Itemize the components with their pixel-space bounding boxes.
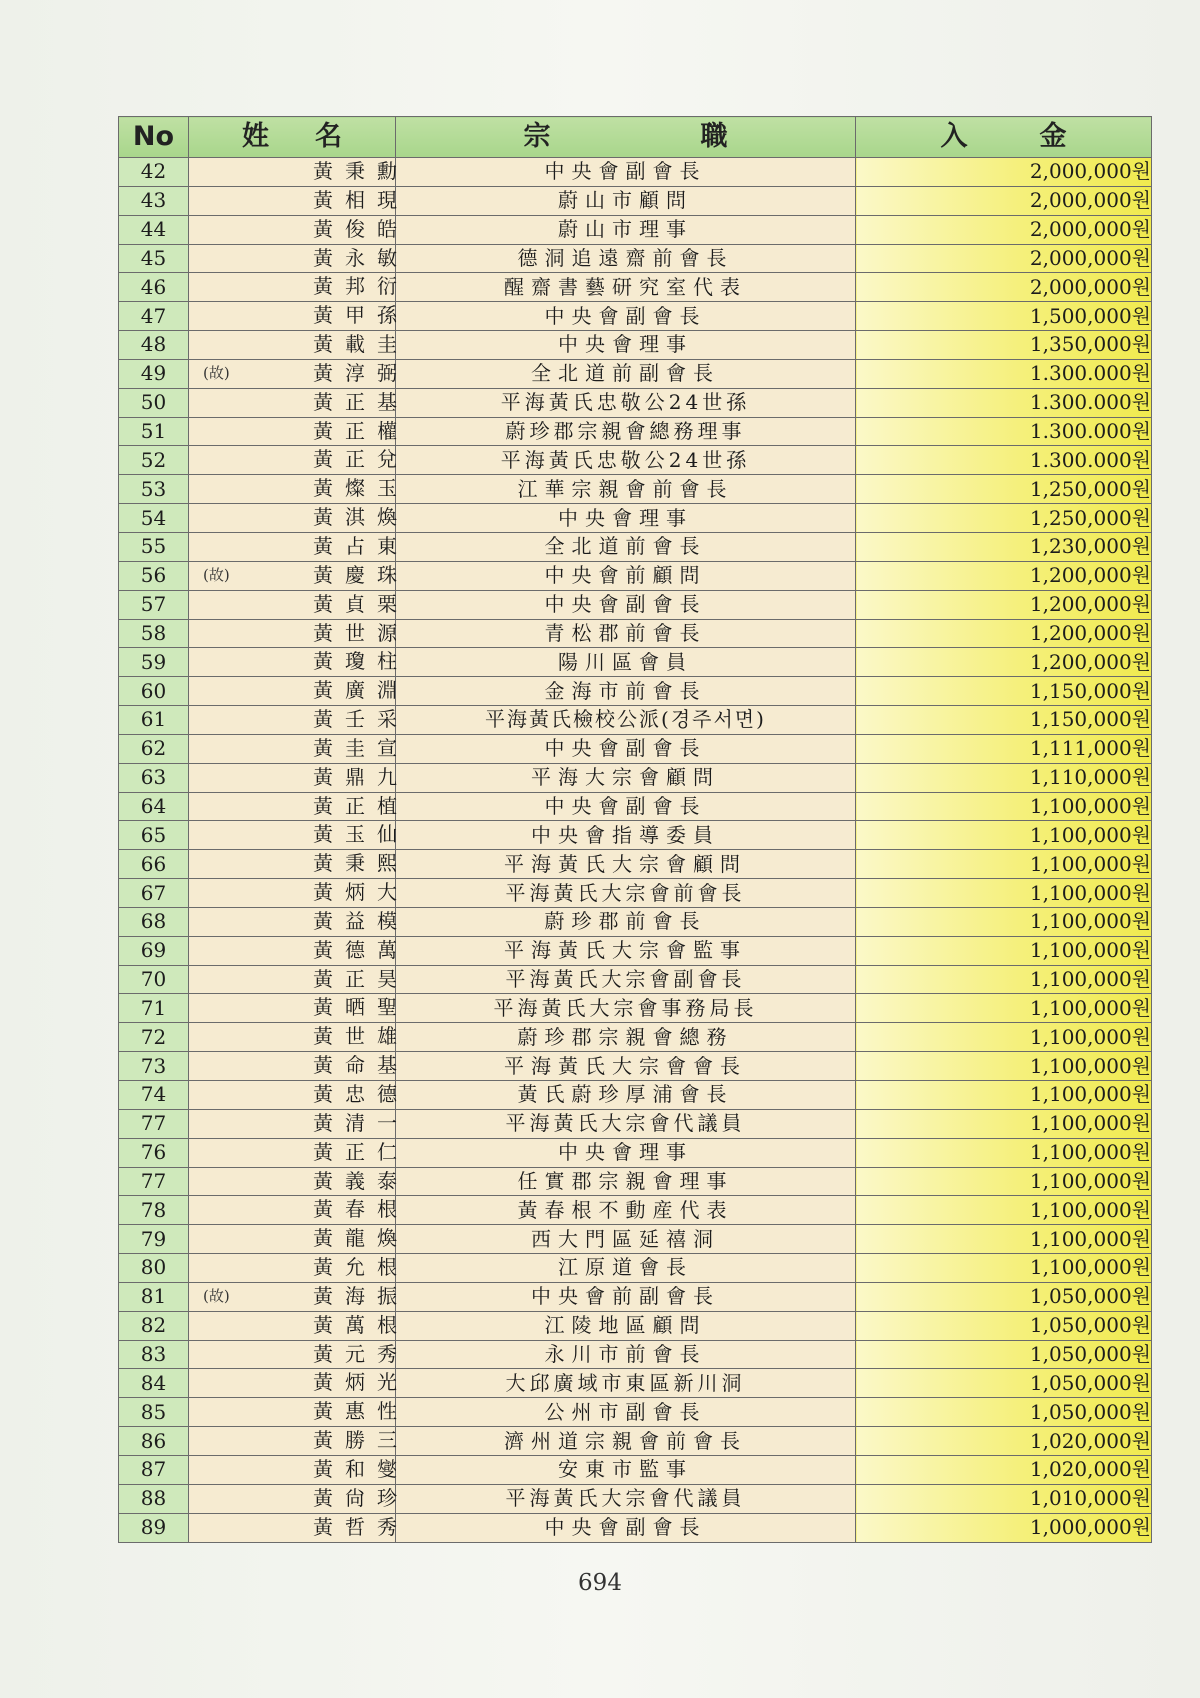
member-name-cell — [189, 446, 409, 475]
table-row — [119, 561, 1152, 590]
header-no: No — [119, 117, 189, 158]
row-number: 79 — [119, 1225, 189, 1254]
member-name-cell — [189, 331, 409, 360]
member-name-cell — [189, 417, 409, 446]
member-name: 黃命基 — [313, 1053, 409, 1078]
member-name-cell — [189, 850, 409, 879]
table-header-row — [119, 117, 1152, 158]
clan-position: 中央會副會長 — [396, 302, 856, 331]
table-row — [119, 1398, 1152, 1427]
table-row — [119, 244, 1152, 273]
member-name-cell — [189, 879, 409, 908]
table-row — [119, 994, 1152, 1023]
donation-amount: 1,100,000원 — [856, 1138, 1152, 1167]
member-name-cell — [189, 1427, 409, 1456]
row-number: 87 — [119, 1455, 189, 1484]
member-name-cell — [189, 1225, 409, 1254]
member-name-cell — [189, 1282, 409, 1311]
member-name-cell — [189, 1369, 409, 1398]
member-name: 黃瓊柱 — [313, 649, 409, 674]
row-number: 69 — [119, 936, 189, 965]
donation-amount: 2,000,000원 — [856, 244, 1152, 273]
member-name-cell — [189, 244, 409, 273]
row-number: 70 — [119, 965, 189, 994]
donation-amount: 2,000,000원 — [856, 273, 1152, 302]
row-number: 77 — [119, 1167, 189, 1196]
donation-amount: 1,100,000원 — [856, 936, 1152, 965]
clan-position: 平海大宗會顧問 — [396, 763, 856, 792]
donation-amount: 1,050,000원 — [856, 1369, 1152, 1398]
member-name: 黃貞栗 — [313, 591, 409, 616]
clan-position: 平海黃氏忠敬公24世孫 — [396, 446, 856, 475]
clan-position: 中央會理事 — [396, 1138, 856, 1167]
table-row — [119, 1167, 1152, 1196]
donation-amount: 1,100,000원 — [856, 1081, 1152, 1110]
table-row — [119, 388, 1152, 417]
donation-amount: 1,110,000원 — [856, 763, 1152, 792]
table-row — [119, 446, 1152, 475]
member-name: 黃圭宣 — [313, 735, 409, 760]
donation-amount: 1,010,000원 — [856, 1484, 1152, 1513]
row-number: 71 — [119, 994, 189, 1023]
row-number: 68 — [119, 907, 189, 936]
table-row — [119, 1427, 1152, 1456]
donation-amount: 1,050,000원 — [856, 1311, 1152, 1340]
member-name: 黃勝三 — [313, 1428, 409, 1453]
donation-amount: 1,150,000원 — [856, 706, 1152, 735]
table-row — [119, 936, 1152, 965]
clan-position: 江陵地區顧問 — [396, 1311, 856, 1340]
donation-amount: 1,050,000원 — [856, 1398, 1152, 1427]
donation-table — [118, 116, 1152, 1543]
clan-position: 蔚珍郡宗親會總務 — [396, 1023, 856, 1052]
table-row — [119, 1225, 1152, 1254]
donation-amount: 1,100,000원 — [856, 965, 1152, 994]
row-number: 81 — [119, 1282, 189, 1311]
table-row — [119, 907, 1152, 936]
member-name: 黃燦玉 — [313, 476, 409, 501]
clan-position: 蔚珍郡宗親會總務理事 — [396, 417, 856, 446]
row-number: 43 — [119, 186, 189, 215]
member-name: 黃晒聖 — [313, 995, 409, 1020]
table-row — [119, 186, 1152, 215]
table-row — [119, 302, 1152, 331]
row-number: 66 — [119, 850, 189, 879]
clan-position: 中央會指導委員 — [396, 821, 856, 850]
clan-position: 中央會理事 — [396, 331, 856, 360]
table-row — [119, 821, 1152, 850]
member-name-cell — [189, 186, 409, 215]
member-name-cell — [189, 1455, 409, 1484]
member-name: 黃萬根 — [313, 1312, 409, 1337]
table-row — [119, 677, 1152, 706]
clan-position: 平海黃氏忠敬公24世孫 — [396, 388, 856, 417]
table-row — [119, 1282, 1152, 1311]
clan-position: 平海黃氏大宗會監事 — [396, 936, 856, 965]
row-number: 53 — [119, 475, 189, 504]
clan-position: 全北道前副會長 — [396, 359, 856, 388]
member-name: 黃淳弼 — [313, 360, 409, 385]
row-number: 51 — [119, 417, 189, 446]
clan-position: 西大門區延禧洞 — [396, 1225, 856, 1254]
member-name: 黃忠德 — [313, 1082, 409, 1106]
member-name-cell — [189, 532, 409, 561]
member-name: 黃惠性 — [313, 1399, 409, 1424]
clan-position: 中央會前副會長 — [396, 1282, 856, 1311]
deceased-marker: (故) — [203, 363, 230, 382]
row-number: 62 — [119, 734, 189, 763]
donation-amount: 1,100,000원 — [856, 1254, 1152, 1283]
row-number: 61 — [119, 706, 189, 735]
clan-position: 陽川區會員 — [396, 648, 856, 677]
clan-position: 中央會副會長 — [396, 734, 856, 763]
member-name: 黃載圭 — [313, 332, 409, 357]
row-number: 84 — [119, 1369, 189, 1398]
clan-position: 蔚山市理事 — [396, 215, 856, 244]
donation-amount: 1,020,000원 — [856, 1427, 1152, 1456]
member-name-cell — [189, 648, 409, 677]
donation-amount: 1,000,000원 — [856, 1513, 1152, 1542]
clan-position: 全北道前會長 — [396, 532, 856, 561]
member-name: 黃允根 — [313, 1255, 409, 1280]
table-row — [119, 763, 1152, 792]
row-number: 58 — [119, 619, 189, 648]
row-number: 57 — [119, 590, 189, 619]
row-number: 54 — [119, 504, 189, 533]
clan-position: 平海黃氏大宗會代議員 — [396, 1484, 856, 1513]
donation-amount: 1,111,000원 — [856, 734, 1152, 763]
row-number: 42 — [119, 158, 189, 187]
donation-amount: 1,250,000원 — [856, 504, 1152, 533]
table-row — [119, 1109, 1152, 1138]
row-number: 85 — [119, 1398, 189, 1427]
member-name-cell — [189, 994, 409, 1023]
row-number: 78 — [119, 1196, 189, 1225]
donation-amount: 1.300.000원 — [856, 446, 1152, 475]
member-name: 黃德萬 — [313, 937, 409, 962]
row-number: 89 — [119, 1513, 189, 1542]
member-name-cell — [189, 821, 409, 850]
member-name: 黃元秀 — [313, 1341, 409, 1366]
row-number: 55 — [119, 532, 189, 561]
header-amount: 入 金 — [856, 117, 1152, 158]
clan-position: 平海黃氏大宗會事務局長 — [396, 994, 856, 1023]
member-name-cell — [189, 302, 409, 331]
clan-position: 蔚山市顧問 — [396, 186, 856, 215]
table-row — [119, 215, 1152, 244]
member-name: 黃秉勳 — [313, 159, 409, 183]
member-name: 黃清一 — [313, 1110, 409, 1135]
table-row — [119, 1340, 1152, 1369]
clan-position: 中央會副會長 — [396, 792, 856, 821]
member-name-cell — [189, 1311, 409, 1340]
member-name: 黃益模 — [313, 908, 409, 933]
member-name-cell — [189, 504, 409, 533]
clan-position: 平海黃氏檢校公派(경주서면) — [396, 706, 856, 735]
row-number: 72 — [119, 1023, 189, 1052]
member-name: 黃世雄 — [313, 1024, 409, 1049]
row-number: 48 — [119, 331, 189, 360]
donation-amount: 1,050,000원 — [856, 1282, 1152, 1311]
member-name-cell — [189, 1340, 409, 1369]
row-number: 45 — [119, 244, 189, 273]
clan-position: 平海黃氏大宗會顧問 — [396, 850, 856, 879]
table-row — [119, 1023, 1152, 1052]
donation-amount: 1,100,000원 — [856, 994, 1152, 1023]
member-name-cell — [189, 792, 409, 821]
clan-position: 公州市副會長 — [396, 1398, 856, 1427]
row-number: 82 — [119, 1311, 189, 1340]
member-name: 黃永敏 — [313, 245, 409, 270]
member-name-cell — [189, 215, 409, 244]
member-name: 黃義泰 — [313, 1168, 409, 1193]
row-number: 77 — [119, 1109, 189, 1138]
row-number: 47 — [119, 302, 189, 331]
row-number: 83 — [119, 1340, 189, 1369]
table-row — [119, 1369, 1152, 1398]
row-number: 49 — [119, 359, 189, 388]
clan-position: 金海市前會長 — [396, 677, 856, 706]
member-name-cell — [189, 763, 409, 792]
member-name: 黃正基 — [313, 389, 409, 414]
clan-position: 中央會前顧問 — [396, 561, 856, 590]
clan-position: 德洞追遠齋前會長 — [396, 244, 856, 273]
page-number: 694 — [578, 1570, 622, 1596]
donation-amount: 1.300.000원 — [856, 417, 1152, 446]
donation-amount: 1,100,000원 — [856, 1052, 1152, 1081]
member-name-cell — [189, 1484, 409, 1513]
member-name: 黃海振 — [313, 1283, 409, 1308]
member-name: 黃哲秀 — [313, 1514, 409, 1539]
table-row — [119, 590, 1152, 619]
table-row — [119, 532, 1152, 561]
member-name: 黃龍煥 — [313, 1226, 409, 1251]
donation-amount: 1,250,000원 — [856, 475, 1152, 504]
table-row — [119, 417, 1152, 446]
member-name: 黃慶珠 — [313, 562, 409, 587]
clan-position: 黃春根不動産代表 — [396, 1196, 856, 1225]
donation-amount: 1,100,000원 — [856, 1225, 1152, 1254]
table-row — [119, 1455, 1152, 1484]
donation-amount: 1,100,000원 — [856, 850, 1152, 879]
member-name-cell — [189, 273, 409, 302]
table-row — [119, 648, 1152, 677]
member-name-cell — [189, 1398, 409, 1427]
member-name: 黃淇煥 — [313, 505, 409, 530]
clan-position: 中央會理事 — [396, 504, 856, 533]
donation-amount: 1,100,000원 — [856, 879, 1152, 908]
member-name-cell — [189, 734, 409, 763]
clan-position: 中央會副會長 — [396, 590, 856, 619]
donation-amount: 1,100,000원 — [856, 792, 1152, 821]
donation-amount: 1,200,000원 — [856, 561, 1152, 590]
row-number: 46 — [119, 273, 189, 302]
row-number: 76 — [119, 1138, 189, 1167]
member-name: 黃正權 — [313, 418, 409, 443]
donation-amount: 1,200,000원 — [856, 590, 1152, 619]
table-body — [119, 158, 1152, 1543]
donation-amount: 1,100,000원 — [856, 907, 1152, 936]
clan-position: 蔚珍郡前會長 — [396, 907, 856, 936]
member-name-cell — [189, 936, 409, 965]
member-name: 黃玉仙 — [313, 822, 409, 847]
table-row — [119, 1513, 1152, 1542]
donation-amount: 2,000,000원 — [856, 158, 1152, 187]
donation-amount: 1.300.000원 — [856, 359, 1152, 388]
member-name-cell — [189, 590, 409, 619]
deceased-marker: (故) — [203, 1286, 230, 1305]
member-name-cell — [189, 677, 409, 706]
donation-amount: 1,350,000원 — [856, 331, 1152, 360]
member-name-cell — [189, 1254, 409, 1283]
deceased-marker: (故) — [203, 565, 230, 584]
row-number: 44 — [119, 215, 189, 244]
member-name: 黃春根 — [313, 1197, 409, 1222]
donation-amount: 1,200,000원 — [856, 648, 1152, 677]
clan-position: 平海黃氏大宗會會長 — [396, 1052, 856, 1081]
table-row — [119, 734, 1152, 763]
member-name-cell — [189, 1513, 409, 1542]
clan-position: 平海黃氏大宗會副會長 — [396, 965, 856, 994]
member-name: 黃壬采 — [313, 707, 409, 732]
member-name: 黃相現 — [313, 187, 409, 212]
member-name: 黃正昊 — [313, 966, 409, 991]
member-name: 黃廣淵 — [313, 678, 409, 703]
member-name: 黃鼎九 — [313, 764, 409, 789]
clan-position: 中央會副會長 — [396, 1513, 856, 1542]
row-number: 50 — [119, 388, 189, 417]
member-name: 黃世源 — [313, 620, 409, 645]
clan-position: 中央會副會長 — [396, 158, 856, 187]
table-row — [119, 706, 1152, 735]
row-number: 80 — [119, 1254, 189, 1283]
row-number: 60 — [119, 677, 189, 706]
row-number: 63 — [119, 763, 189, 792]
clan-position: 江原道會長 — [396, 1254, 856, 1283]
donation-amount: 1,150,000원 — [856, 677, 1152, 706]
row-number: 65 — [119, 821, 189, 850]
row-number: 56 — [119, 561, 189, 590]
member-name: 黃正仁 — [313, 1139, 409, 1164]
clan-position: 平海黃氏大宗會前會長 — [396, 879, 856, 908]
member-name-cell — [189, 1109, 409, 1138]
member-name-cell — [189, 706, 409, 735]
donation-amount: 2,000,000원 — [856, 215, 1152, 244]
donation-amount: 1.300.000원 — [856, 388, 1152, 417]
donation-amount: 1,100,000원 — [856, 1196, 1152, 1225]
clan-position: 濟州道宗親會前會長 — [396, 1427, 856, 1456]
table-row — [119, 475, 1152, 504]
clan-position: 青松郡前會長 — [396, 619, 856, 648]
clan-position: 江華宗親會前會長 — [396, 475, 856, 504]
member-name-cell — [189, 619, 409, 648]
row-number: 88 — [119, 1484, 189, 1513]
member-name-cell — [189, 1167, 409, 1196]
member-name: 黃甲孫 — [313, 303, 409, 328]
header-title: 宗 職 — [396, 117, 856, 158]
member-name-cell — [189, 158, 409, 187]
member-name-cell — [189, 965, 409, 994]
clan-position: 醒齋書藝研究室代表 — [396, 273, 856, 302]
member-name: 黃正兌 — [313, 447, 409, 472]
member-name: 黃尙珍 — [313, 1485, 409, 1510]
member-name: 黃俊皓 — [313, 216, 409, 241]
clan-position: 平海黃氏大宗會代議員 — [396, 1109, 856, 1138]
member-name-cell — [189, 388, 409, 417]
clan-position: 永川市前會長 — [396, 1340, 856, 1369]
table-row — [119, 504, 1152, 533]
member-name: 黃正植 — [313, 793, 409, 818]
row-number: 52 — [119, 446, 189, 475]
row-number: 86 — [119, 1427, 189, 1456]
clan-position: 任實郡宗親會理事 — [396, 1167, 856, 1196]
table-row — [119, 1196, 1152, 1225]
table-row — [119, 879, 1152, 908]
table-row — [119, 158, 1152, 187]
table-row — [119, 792, 1152, 821]
donation-amount: 1,100,000원 — [856, 1167, 1152, 1196]
member-name-cell — [189, 907, 409, 936]
table-row — [119, 1484, 1152, 1513]
clan-position: 安東市監事 — [396, 1455, 856, 1484]
table-row — [119, 1254, 1152, 1283]
donation-amount: 2,000,000원 — [856, 186, 1152, 215]
clan-position: 大邱廣域市東區新川洞 — [396, 1369, 856, 1398]
member-name: 黃占東 — [313, 533, 409, 558]
donation-amount: 1,100,000원 — [856, 821, 1152, 850]
donation-amount: 1,100,000원 — [856, 1023, 1152, 1052]
table-row — [119, 1138, 1152, 1167]
donation-amount: 1,500,000원 — [856, 302, 1152, 331]
header-name: 姓 名 — [189, 117, 396, 158]
member-name-cell — [189, 359, 409, 388]
member-name: 黃邦衍 — [313, 274, 409, 299]
donation-amount: 1,100,000원 — [856, 1109, 1152, 1138]
member-name: 黃和燮 — [313, 1456, 409, 1481]
row-number: 73 — [119, 1052, 189, 1081]
row-number: 74 — [119, 1081, 189, 1110]
member-name-cell — [189, 1052, 409, 1081]
table-row — [119, 619, 1152, 648]
member-name-cell — [189, 561, 409, 590]
member-name: 黃炳大 — [313, 880, 409, 905]
table-row — [119, 1311, 1152, 1340]
member-name-cell — [189, 1196, 409, 1225]
donation-amount: 1,020,000원 — [856, 1455, 1152, 1484]
member-name-cell — [189, 1138, 409, 1167]
table-row — [119, 359, 1152, 388]
donation-amount: 1,230,000원 — [856, 532, 1152, 561]
member-name: 黃炳光 — [313, 1370, 409, 1395]
member-name-cell — [189, 1023, 409, 1052]
donation-amount: 1,050,000원 — [856, 1340, 1152, 1369]
table-row — [119, 331, 1152, 360]
row-number: 59 — [119, 648, 189, 677]
donation-amount: 1,200,000원 — [856, 619, 1152, 648]
member-name-cell — [189, 1081, 409, 1110]
table-row — [119, 1052, 1152, 1081]
member-name-cell — [189, 475, 409, 504]
table-row — [119, 1081, 1152, 1110]
member-name: 黃秉熙 — [313, 851, 409, 876]
clan-position: 黃氏蔚珍厚浦會長 — [396, 1081, 856, 1110]
table-row — [119, 273, 1152, 302]
row-number: 67 — [119, 879, 189, 908]
table-row — [119, 965, 1152, 994]
row-number: 64 — [119, 792, 189, 821]
table-row — [119, 850, 1152, 879]
